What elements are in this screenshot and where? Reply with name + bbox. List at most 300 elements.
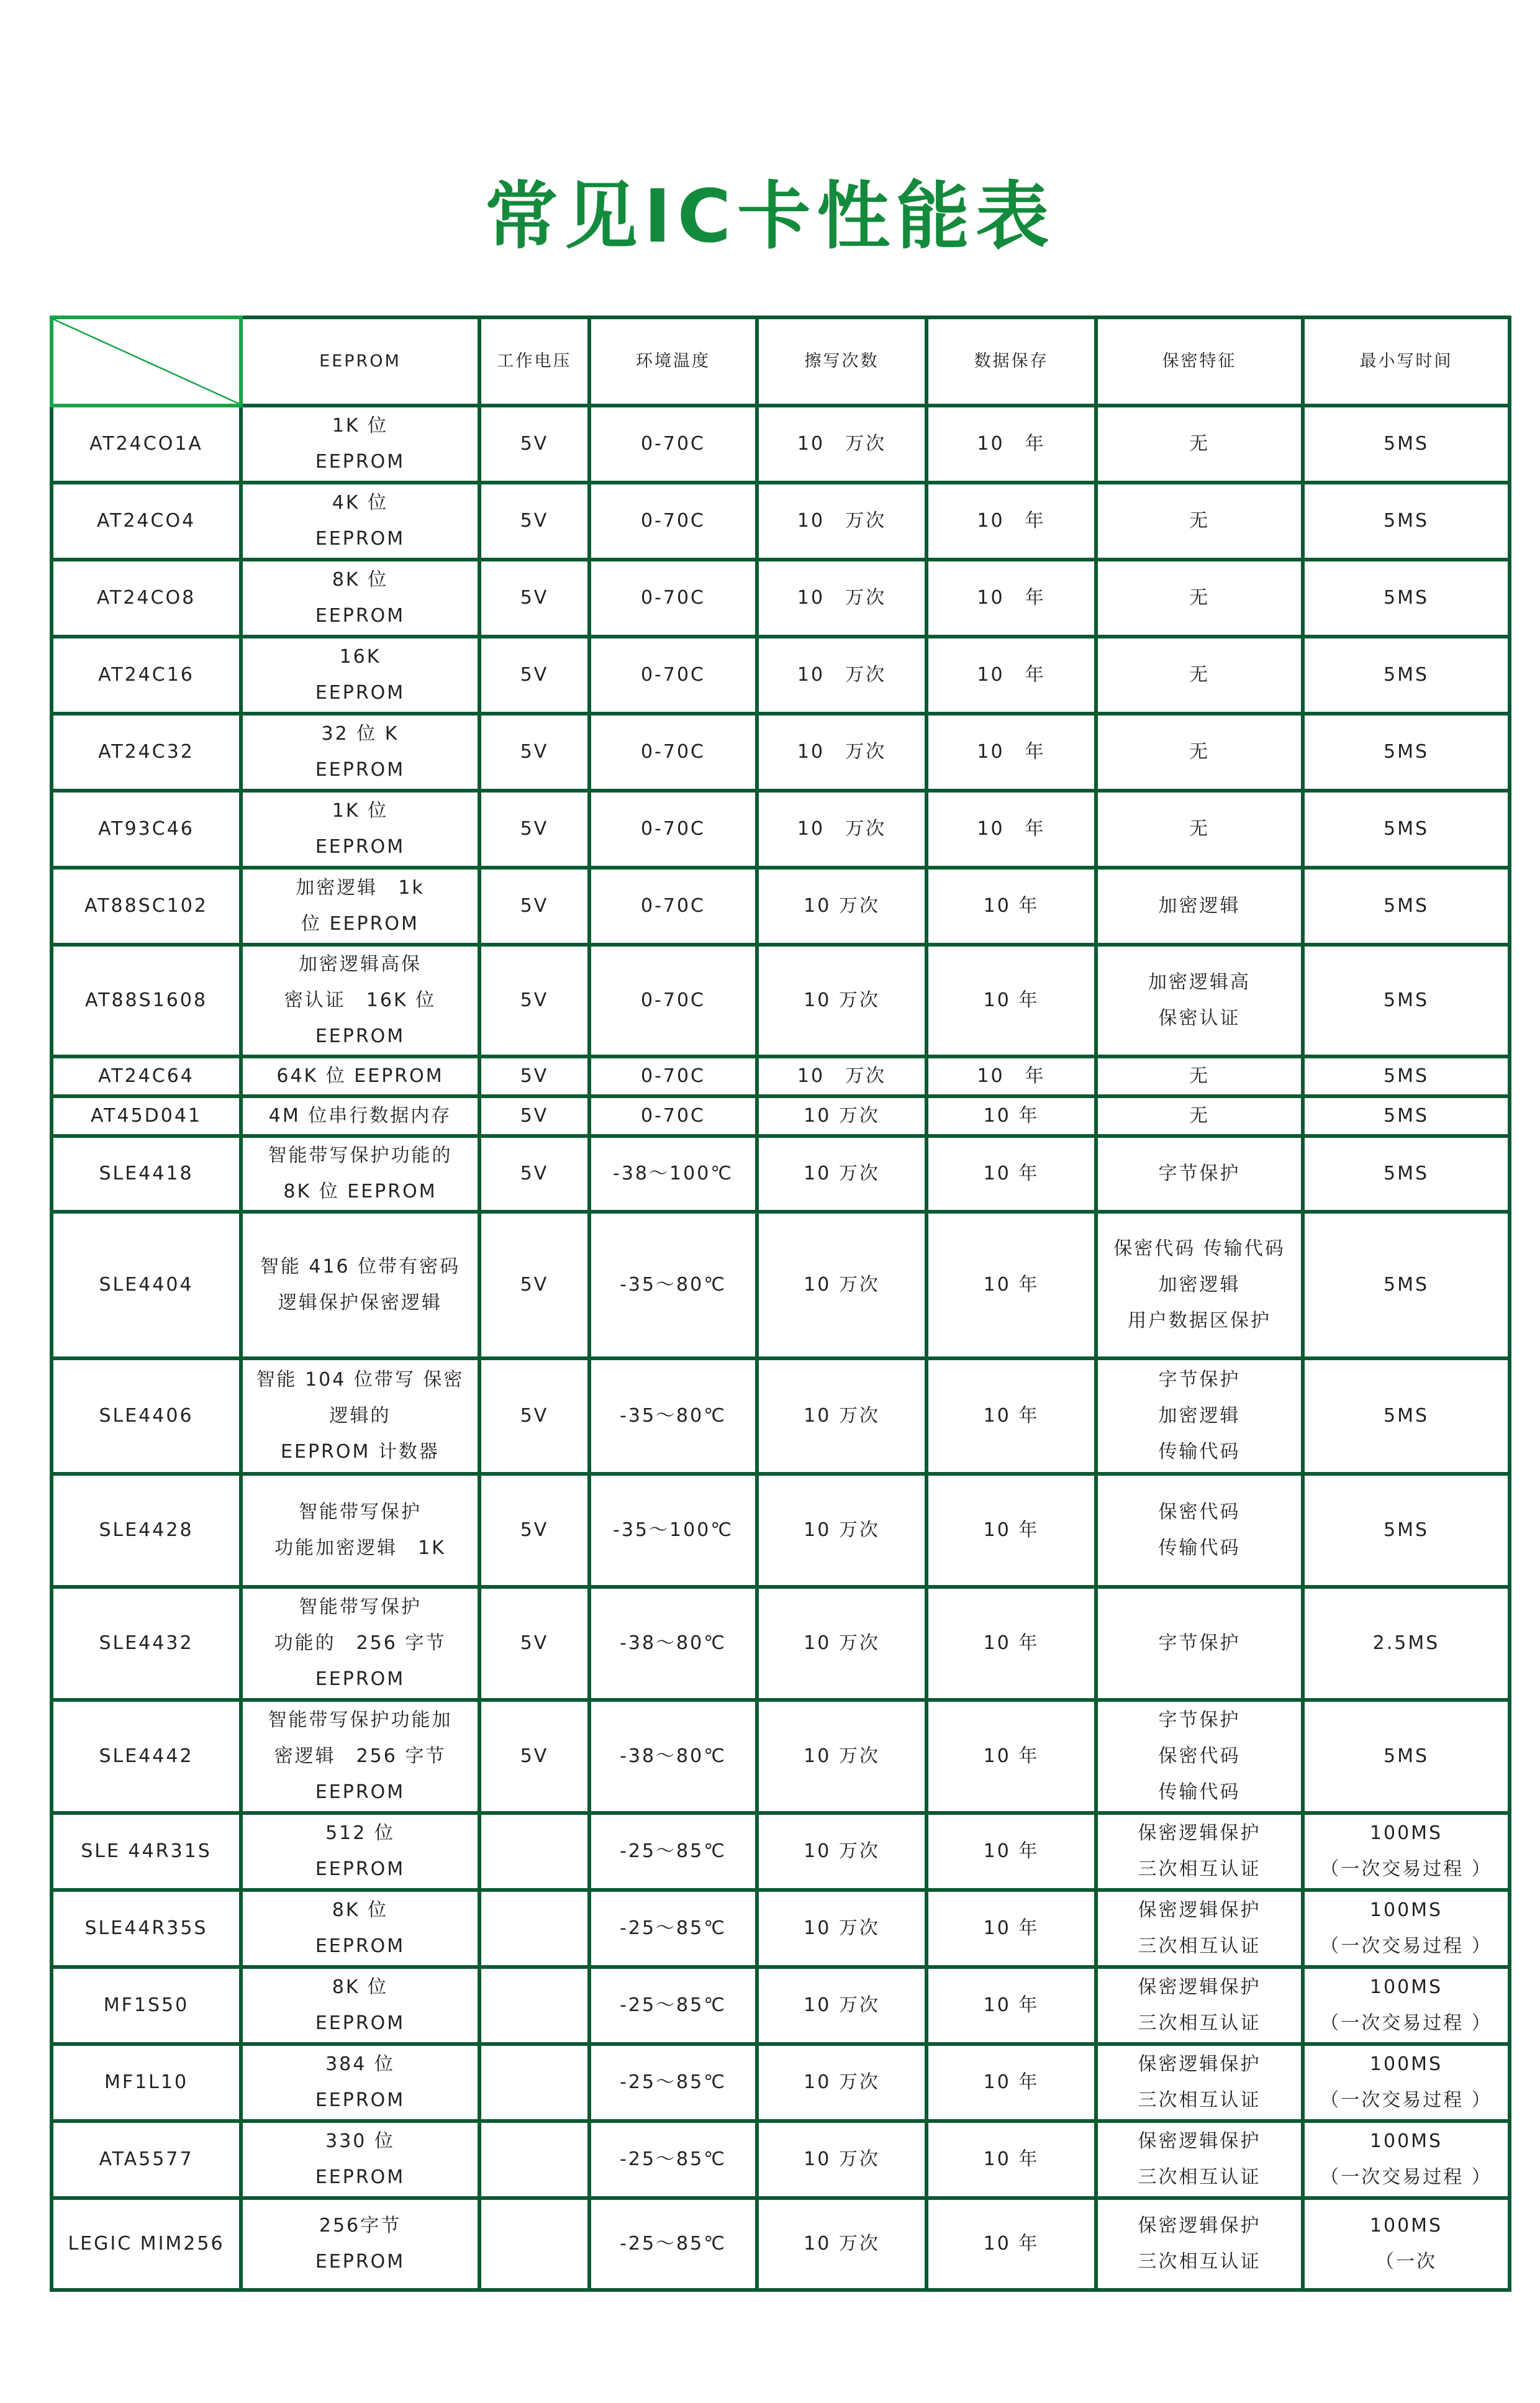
eeprom-cell-line: 4K 位 — [332, 492, 389, 514]
min-write-time-cell — [1303, 868, 1510, 945]
min-write-time-cell — [1303, 1358, 1510, 1474]
min-write-time-cell-line: （一次交易过程 ） — [1320, 2089, 1492, 2111]
security-cell-line: 保密逻辑保护 — [1138, 2053, 1261, 2075]
voltage-cell: 5V — [479, 1056, 589, 1096]
eeprom-cell — [241, 483, 479, 560]
min-write-time-cell — [1303, 791, 1510, 868]
temperature-cell: 0-70C — [589, 714, 757, 791]
security-cell — [1096, 1096, 1303, 1136]
eeprom-cell-line: 密认证 16K 位 — [284, 989, 437, 1011]
temperature-cell: 0-70C — [589, 406, 757, 483]
write-cycles-cell: 10 万次 — [757, 637, 926, 714]
eeprom-cell-line: 384 位 — [325, 2053, 395, 2075]
min-write-time-cell-line: 100MS — [1369, 2053, 1443, 2075]
eeprom-cell-line: EEPROM — [315, 2166, 405, 2188]
min-write-time-cell — [1303, 483, 1510, 560]
voltage-cell: 5V — [479, 560, 589, 637]
eeprom-cell — [241, 2044, 479, 2121]
diagonal-line — [53, 319, 239, 404]
write-cycles-cell: 10 万次 — [757, 1813, 926, 1890]
table-row — [52, 791, 1510, 868]
min-write-time-cell — [1303, 1136, 1510, 1212]
min-write-time-cell-line: （一次 — [1375, 2251, 1437, 2273]
eeprom-cell-line: EEPROM — [315, 2089, 405, 2111]
data-retention-cell: 10 年 — [926, 560, 1096, 637]
security-cell-line: 三次相互认证 — [1138, 2251, 1261, 2273]
eeprom-cell — [241, 1474, 479, 1587]
min-write-time-cell — [1303, 945, 1510, 1056]
model-cell: SLE4406 — [52, 1358, 241, 1474]
security-cell — [1096, 560, 1303, 637]
voltage-cell — [479, 2044, 589, 2121]
write-cycles-cell: 10 万次 — [757, 868, 926, 945]
header-data-retention: 数据保存 — [926, 317, 1096, 406]
data-retention-cell: 10 年 — [926, 1587, 1096, 1700]
security-cell — [1096, 1813, 1303, 1890]
security-cell — [1096, 2044, 1303, 2121]
eeprom-cell — [241, 1358, 479, 1474]
eeprom-cell-line: 8K 位 EEPROM — [283, 1181, 437, 1202]
security-cell — [1096, 2198, 1303, 2290]
voltage-cell: 5V — [479, 483, 589, 560]
table-row — [52, 1212, 1510, 1358]
table-row — [52, 2121, 1510, 2198]
eeprom-cell-line: EEPROM — [315, 1935, 405, 1957]
security-cell-line: 加密逻辑 — [1158, 1274, 1241, 1296]
write-cycles-cell: 10 万次 — [757, 560, 926, 637]
min-write-time-cell — [1303, 1474, 1510, 1587]
voltage-cell — [479, 2198, 589, 2290]
diagonal-corner-cell — [52, 317, 241, 406]
write-cycles-cell: 10 万次 — [757, 945, 926, 1056]
eeprom-cell-line: 智能带写保护功能的 — [268, 1145, 453, 1166]
min-write-time-cell-line: 100MS — [1369, 2130, 1443, 2152]
table-row — [52, 1474, 1510, 1587]
model-cell: MF1S50 — [52, 1967, 241, 2044]
header-security: 保密特征 — [1096, 317, 1303, 406]
header-write-cycles: 擦写次数 — [757, 317, 926, 406]
ic-card-performance-table — [50, 316, 1511, 2292]
header-voltage: 工作电压 — [479, 317, 589, 406]
table-row — [52, 945, 1510, 1056]
data-retention-cell: 10 年 — [926, 1890, 1096, 1967]
table-body — [52, 406, 1510, 2290]
eeprom-cell-line: 逻辑的 — [329, 1405, 391, 1427]
table-row — [52, 406, 1510, 483]
model-cell: SLE44R35S — [52, 1890, 241, 1967]
model-cell: AT24CO8 — [52, 560, 241, 637]
model-cell: MF1L10 — [52, 2044, 241, 2121]
eeprom-cell-line: 1K 位 — [332, 415, 389, 437]
security-cell-line: 保密逻辑保护 — [1138, 2130, 1261, 2152]
table-row — [52, 1096, 1510, 1136]
temperature-cell: -38～100℃ — [589, 1136, 757, 1212]
eeprom-cell-line: EEPROM — [315, 836, 405, 858]
write-cycles-cell: 10 万次 — [757, 791, 926, 868]
eeprom-cell — [241, 2198, 479, 2290]
eeprom-cell-line: 智能 416 位带有密码 — [260, 1256, 461, 1278]
eeprom-cell-line: EEPROM — [315, 451, 405, 473]
table-row — [52, 1358, 1510, 1474]
temperature-cell: 0-70C — [589, 868, 757, 945]
voltage-cell: 5V — [479, 714, 589, 791]
write-cycles-cell: 10 万次 — [757, 1700, 926, 1813]
temperature-cell: 0-70C — [589, 1056, 757, 1096]
security-cell-line: 保密逻辑保护 — [1138, 2215, 1261, 2237]
temperature-cell: 0-70C — [589, 945, 757, 1056]
min-write-time-cell-line: 2.5MS — [1372, 1632, 1440, 1654]
data-retention-cell: 10 年 — [926, 1096, 1096, 1136]
min-write-time-cell-line: 100MS — [1369, 1899, 1443, 1921]
table-row — [52, 637, 1510, 714]
header-min-write-time: 最小写时间 — [1303, 317, 1510, 406]
temperature-cell: -35～100℃ — [589, 1474, 757, 1587]
header-temperature: 环境温度 — [589, 317, 757, 406]
model-cell: SLE4432 — [52, 1587, 241, 1700]
security-cell-line: 无 — [1189, 1105, 1210, 1127]
table-row — [52, 2198, 1510, 2290]
eeprom-cell-line: 32 位 K — [321, 723, 399, 745]
security-cell-line: 用户数据区保护 — [1128, 1310, 1271, 1332]
voltage-cell: 5V — [479, 637, 589, 714]
table-row — [52, 560, 1510, 637]
min-write-time-cell-line: 5MS — [1383, 510, 1429, 532]
min-write-time-cell-line: 5MS — [1383, 818, 1429, 840]
data-retention-cell: 10 年 — [926, 483, 1096, 560]
security-cell — [1096, 1056, 1303, 1096]
min-write-time-cell — [1303, 2044, 1510, 2121]
security-cell-line: 无 — [1189, 1065, 1210, 1087]
eeprom-cell-line: 智能带写保护 — [299, 1596, 422, 1618]
table-row — [52, 714, 1510, 791]
eeprom-cell-line: 加密逻辑高保 — [299, 953, 422, 975]
security-cell-line: 传输代码 — [1158, 1537, 1241, 1559]
data-retention-cell: 10 年 — [926, 868, 1096, 945]
min-write-time-cell-line: （一次交易过程 ） — [1320, 2166, 1492, 2188]
temperature-cell: -25～85℃ — [589, 2044, 757, 2121]
min-write-time-cell-line: 5MS — [1383, 1065, 1429, 1087]
min-write-time-cell-line: 5MS — [1383, 587, 1429, 609]
min-write-time-cell-line: 5MS — [1383, 989, 1429, 1011]
eeprom-cell — [241, 1212, 479, 1358]
security-cell-line: 无 — [1189, 587, 1210, 609]
eeprom-cell-line: 1K 位 — [332, 800, 389, 822]
security-cell-line: 字节保护 — [1158, 1632, 1241, 1654]
min-write-time-cell — [1303, 1096, 1510, 1136]
eeprom-cell-line: EEPROM — [315, 528, 405, 550]
security-cell-line: 保密认证 — [1158, 1007, 1241, 1029]
model-cell: AT24C64 — [52, 1056, 241, 1096]
security-cell-line: 加密逻辑 — [1158, 1405, 1241, 1427]
eeprom-cell-line: 功能加密逻辑 1K — [274, 1537, 446, 1559]
eeprom-cell-line: 512 位 — [325, 1822, 395, 1844]
write-cycles-cell: 10 万次 — [757, 1096, 926, 1136]
eeprom-cell-line: EEPROM — [315, 1668, 405, 1690]
voltage-cell: 5V — [479, 1096, 589, 1136]
eeprom-cell-line: 8K 位 — [332, 1976, 389, 1998]
min-write-time-cell-line: （一次交易过程 ） — [1320, 1935, 1492, 1957]
security-cell — [1096, 868, 1303, 945]
min-write-time-cell — [1303, 714, 1510, 791]
temperature-cell: 0-70C — [589, 483, 757, 560]
write-cycles-cell: 10 万次 — [757, 1967, 926, 2044]
data-retention-cell: 10 年 — [926, 1212, 1096, 1358]
voltage-cell: 5V — [479, 1358, 589, 1474]
header-row — [52, 317, 1510, 406]
write-cycles-cell: 10 万次 — [757, 1136, 926, 1212]
eeprom-cell-line: 位 EEPROM — [301, 913, 419, 935]
eeprom-cell-line: 4M 位串行数据内存 — [268, 1105, 452, 1127]
model-cell: AT88S1608 — [52, 945, 241, 1056]
min-write-time-cell — [1303, 637, 1510, 714]
data-retention-cell: 10 年 — [926, 2121, 1096, 2198]
eeprom-cell — [241, 2121, 479, 2198]
data-retention-cell: 10 年 — [926, 2198, 1096, 2290]
min-write-time-cell — [1303, 406, 1510, 483]
min-write-time-cell — [1303, 2198, 1510, 2290]
temperature-cell: 0-70C — [589, 791, 757, 868]
temperature-cell: 0-70C — [589, 560, 757, 637]
eeprom-cell — [241, 1056, 479, 1096]
write-cycles-cell: 10 万次 — [757, 714, 926, 791]
model-cell: SLE4428 — [52, 1474, 241, 1587]
security-cell-line: 无 — [1189, 433, 1210, 455]
model-cell: ATA5577 — [52, 2121, 241, 2198]
security-cell — [1096, 945, 1303, 1056]
security-cell-line: 无 — [1189, 741, 1210, 763]
temperature-cell: 0-70C — [589, 1096, 757, 1136]
eeprom-cell-line: EEPROM — [315, 1025, 405, 1047]
voltage-cell: 5V — [479, 406, 589, 483]
model-cell: AT24C32 — [52, 714, 241, 791]
eeprom-cell-line: 加密逻辑 1k — [296, 877, 425, 899]
write-cycles-cell: 10 万次 — [757, 1587, 926, 1700]
temperature-cell: -25～85℃ — [589, 1813, 757, 1890]
model-cell: SLE4404 — [52, 1212, 241, 1358]
min-write-time-cell-line: 5MS — [1383, 1105, 1429, 1127]
model-cell: AT24CO1A — [52, 406, 241, 483]
eeprom-cell — [241, 714, 479, 791]
security-cell — [1096, 1358, 1303, 1474]
write-cycles-cell: 10 万次 — [757, 2044, 926, 2121]
model-cell: AT88SC102 — [52, 868, 241, 945]
eeprom-cell-line: EEPROM 计数器 — [281, 1441, 440, 1463]
security-cell — [1096, 2121, 1303, 2198]
eeprom-cell-line: 8K 位 — [332, 1899, 389, 1921]
eeprom-cell-line: 智能带写保护功能加 — [268, 1709, 453, 1731]
model-cell: SLE4442 — [52, 1700, 241, 1813]
write-cycles-cell: 10 万次 — [757, 1212, 926, 1358]
table-row — [52, 1056, 1510, 1096]
eeprom-cell-line: 64K 位 EEPROM — [276, 1065, 444, 1087]
data-retention-cell: 10 年 — [926, 2044, 1096, 2121]
voltage-cell: 5V — [479, 791, 589, 868]
min-write-time-cell — [1303, 560, 1510, 637]
write-cycles-cell: 10 万次 — [757, 2121, 926, 2198]
security-cell-line: 三次相互认证 — [1138, 2166, 1261, 2188]
security-cell — [1096, 791, 1303, 868]
security-cell-line: 加密逻辑高 — [1148, 971, 1251, 993]
min-write-time-cell — [1303, 2121, 1510, 2198]
write-cycles-cell: 10 万次 — [757, 2198, 926, 2290]
eeprom-cell — [241, 1700, 479, 1813]
model-cell: AT93C46 — [52, 791, 241, 868]
security-cell-line: 保密代码 — [1158, 1501, 1241, 1523]
voltage-cell: 5V — [479, 1474, 589, 1587]
model-cell: SLE4418 — [52, 1136, 241, 1212]
model-cell: SLE 44R31S — [52, 1813, 241, 1890]
write-cycles-cell: 10 万次 — [757, 1474, 926, 1587]
eeprom-cell-line: 智能带写保护 — [299, 1501, 422, 1523]
data-retention-cell: 10 年 — [926, 1967, 1096, 2044]
eeprom-cell — [241, 1813, 479, 1890]
security-cell — [1096, 1474, 1303, 1587]
security-cell-line: 无 — [1189, 818, 1210, 840]
min-write-time-cell-line: 5MS — [1383, 741, 1429, 763]
data-retention-cell: 10 年 — [926, 1136, 1096, 1212]
eeprom-cell — [241, 406, 479, 483]
min-write-time-cell-line: 5MS — [1383, 664, 1429, 686]
security-cell-line: 保密逻辑保护 — [1138, 1976, 1261, 1998]
min-write-time-cell — [1303, 1056, 1510, 1096]
min-write-time-cell — [1303, 1813, 1510, 1890]
security-cell-line: 无 — [1189, 510, 1210, 532]
security-cell-line: 三次相互认证 — [1138, 2089, 1261, 2111]
security-cell — [1096, 1136, 1303, 1212]
min-write-time-cell-line: （一次交易过程 ） — [1320, 2012, 1492, 2034]
security-cell — [1096, 483, 1303, 560]
write-cycles-cell: 10 万次 — [757, 1890, 926, 1967]
security-cell-line: 字节保护 — [1158, 1163, 1241, 1184]
eeprom-cell-line: EEPROM — [315, 1781, 405, 1803]
data-retention-cell: 10 年 — [926, 791, 1096, 868]
min-write-time-cell — [1303, 1967, 1510, 2044]
data-retention-cell: 10 年 — [926, 406, 1096, 483]
min-write-time-cell-line: 5MS — [1383, 1405, 1429, 1427]
table-row — [52, 868, 1510, 945]
min-write-time-cell-line: 5MS — [1383, 895, 1429, 917]
data-retention-cell: 10 年 — [926, 637, 1096, 714]
security-cell — [1096, 1700, 1303, 1813]
page-title: 常见IC卡性能表 — [484, 173, 1056, 259]
write-cycles-cell: 10 万次 — [757, 406, 926, 483]
table-row — [52, 1890, 1510, 1967]
voltage-cell — [479, 1813, 589, 1890]
temperature-cell: -25～85℃ — [589, 2121, 757, 2198]
min-write-time-cell-line: （一次交易过程 ） — [1320, 1858, 1492, 1880]
write-cycles-cell: 10 万次 — [757, 483, 926, 560]
eeprom-cell-line: 逻辑保护保密逻辑 — [278, 1292, 442, 1314]
security-cell-line: 保密代码 传输代码 — [1113, 1238, 1285, 1260]
voltage-cell: 5V — [479, 1136, 589, 1212]
eeprom-cell — [241, 945, 479, 1056]
eeprom-cell-line: EEPROM — [315, 759, 405, 781]
security-cell-line: 三次相互认证 — [1138, 1858, 1261, 1880]
temperature-cell: -25～85℃ — [589, 1967, 757, 2044]
security-cell — [1096, 637, 1303, 714]
eeprom-cell — [241, 637, 479, 714]
data-retention-cell: 10 年 — [926, 945, 1096, 1056]
security-cell — [1096, 1587, 1303, 1700]
eeprom-cell-line: 8K 位 — [332, 569, 389, 591]
eeprom-cell — [241, 1587, 479, 1700]
temperature-cell: -35～80℃ — [589, 1212, 757, 1358]
eeprom-cell — [241, 868, 479, 945]
eeprom-cell-line: EEPROM — [315, 2251, 405, 2273]
temperature-cell: -35～80℃ — [589, 1358, 757, 1474]
min-write-time-cell-line: 5MS — [1383, 1163, 1429, 1184]
voltage-cell: 5V — [479, 1212, 589, 1358]
min-write-time-cell — [1303, 1587, 1510, 1700]
temperature-cell: -25～85℃ — [589, 1890, 757, 1967]
voltage-cell — [479, 1967, 589, 2044]
security-cell-line: 传输代码 — [1158, 1441, 1241, 1463]
min-write-time-cell-line: 5MS — [1383, 1745, 1429, 1767]
temperature-cell: 0-70C — [589, 637, 757, 714]
header-eeprom: EEPROM — [241, 317, 479, 406]
model-cell: AT24CO4 — [52, 483, 241, 560]
voltage-cell: 5V — [479, 1700, 589, 1813]
eeprom-cell — [241, 791, 479, 868]
eeprom-cell — [241, 1967, 479, 2044]
data-retention-cell: 10 年 — [926, 714, 1096, 791]
security-cell-line: 无 — [1189, 664, 1210, 686]
table-row — [52, 1136, 1510, 1212]
model-cell: AT24C16 — [52, 637, 241, 714]
data-retention-cell: 10 年 — [926, 1700, 1096, 1813]
security-cell-line: 保密逻辑保护 — [1138, 1899, 1261, 1921]
security-cell — [1096, 1212, 1303, 1358]
data-retention-cell: 10 年 — [926, 1056, 1096, 1096]
security-cell-line: 保密逻辑保护 — [1138, 1822, 1261, 1844]
eeprom-cell-line: 智能 104 位带写 保密 — [256, 1369, 464, 1391]
security-cell — [1096, 1967, 1303, 2044]
eeprom-cell — [241, 1136, 479, 1212]
security-cell-line: 三次相互认证 — [1138, 1935, 1261, 1957]
security-cell-line: 三次相互认证 — [1138, 2012, 1261, 2034]
security-cell — [1096, 1890, 1303, 1967]
voltage-cell: 5V — [479, 945, 589, 1056]
eeprom-cell — [241, 1890, 479, 1967]
eeprom-cell-line: 16K — [339, 646, 381, 668]
write-cycles-cell: 10 万次 — [757, 1056, 926, 1096]
table-row — [52, 1700, 1510, 1813]
eeprom-cell-line: 330 位 — [325, 2130, 395, 2152]
temperature-cell: -38～80℃ — [589, 1587, 757, 1700]
table-row — [52, 483, 1510, 560]
eeprom-cell-line: 功能的 256 字节 — [274, 1632, 446, 1654]
eeprom-cell-line: 256字节 — [319, 2215, 402, 2237]
voltage-cell — [479, 1890, 589, 1967]
security-cell — [1096, 714, 1303, 791]
min-write-time-cell — [1303, 1212, 1510, 1358]
voltage-cell: 5V — [479, 1587, 589, 1700]
security-cell-line: 加密逻辑 — [1158, 895, 1241, 917]
min-write-time-cell — [1303, 1890, 1510, 1967]
eeprom-cell — [241, 1096, 479, 1136]
table-row — [52, 1967, 1510, 2044]
min-write-time-cell-line: 5MS — [1383, 433, 1429, 455]
eeprom-cell-line: EEPROM — [315, 2012, 405, 2034]
min-write-time-cell-line: 5MS — [1383, 1274, 1429, 1296]
voltage-cell: 5V — [479, 868, 589, 945]
min-write-time-cell — [1303, 1700, 1510, 1813]
eeprom-cell-line: EEPROM — [315, 605, 405, 627]
security-cell — [1096, 406, 1303, 483]
temperature-cell: -25～85℃ — [589, 2198, 757, 2290]
data-retention-cell: 10 年 — [926, 1813, 1096, 1890]
min-write-time-cell-line: 100MS — [1369, 2215, 1443, 2237]
